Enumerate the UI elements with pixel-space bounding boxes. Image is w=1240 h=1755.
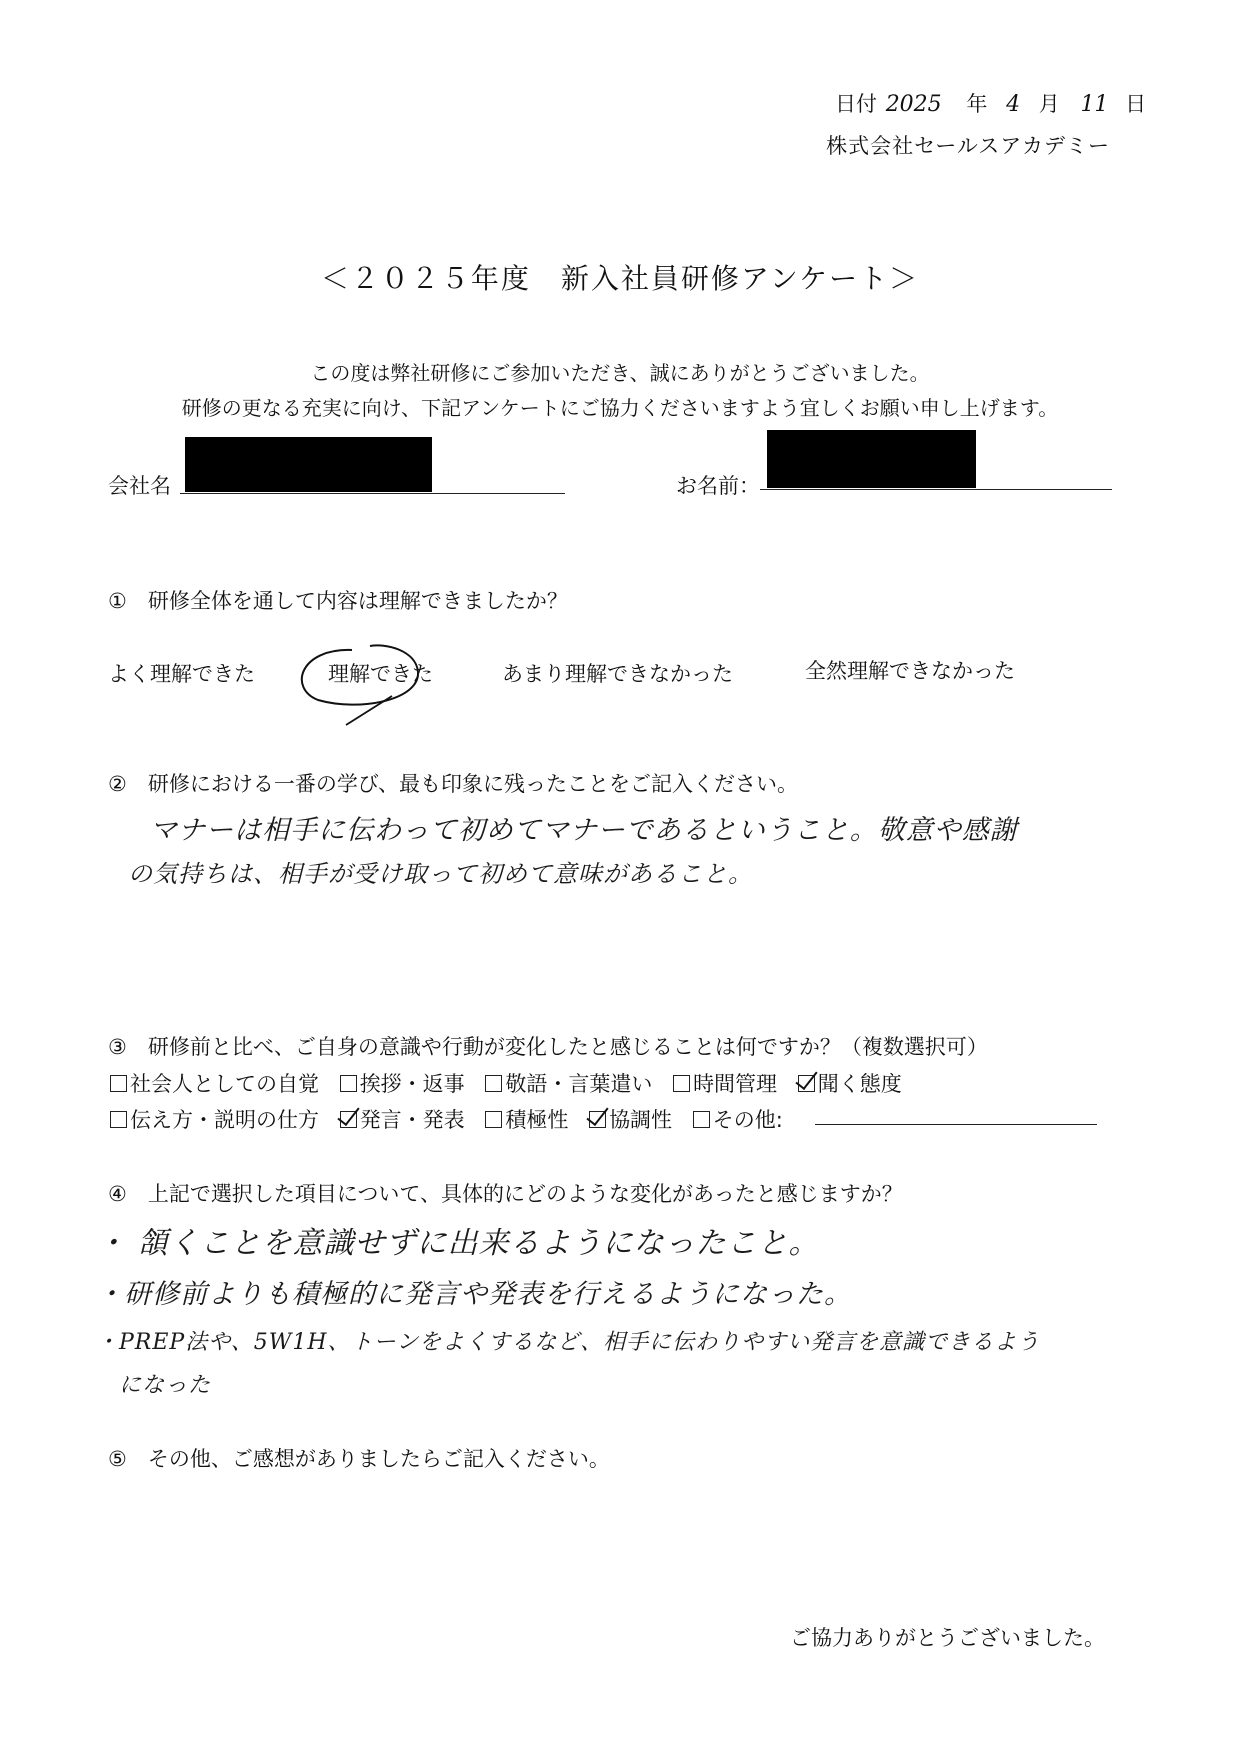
q3-checkbox-greeting[interactable]: [340, 1068, 465, 1098]
q1-option-4[interactable]: 全然理解できなかった: [805, 659, 1015, 683]
q3-row-2: [110, 1104, 783, 1134]
checkmark-icon: [340, 1111, 357, 1128]
q1-option-3[interactable]: あまり理解できなかった: [502, 662, 733, 686]
page-title: ＜２０２５年度 新入社員研修アンケート＞: [320, 262, 920, 295]
intro-line-1: この度は弊社研修にご参加いただき、誠にありがとうございました。: [310, 361, 930, 385]
q3-option-label: 聞く態度: [817, 1072, 902, 1096]
q4-question: ④ 上記で選択した項目について、具体的にどのような変化があったと感じますか？: [108, 1182, 903, 1206]
q4-answer-line-3: ・PREP法や、5W1H、トーンをよくするなど、相手に伝わりやすい発言を意識できるよう: [96, 1330, 1041, 1355]
date-label: 日付: [835, 92, 877, 116]
q3-option-label: 挨拶・返事: [359, 1072, 465, 1096]
year-label: 年: [966, 92, 988, 116]
q4-answer-line-1: ・ 頷くことを意識せずに出来るようになったこと。: [96, 1226, 820, 1261]
intro-line-2: 研修の更なる充実に向け、下記アンケートにご協力くださいますよう宜しくお願い申し上げます。: [181, 396, 1059, 420]
company-name: 株式会社セールスアカデミー: [826, 134, 1110, 158]
q3-option-label: 時間管理: [693, 1072, 778, 1096]
q2-answer-line-2: の気持ちは、相手が受け取って初めて意味があること。: [128, 860, 753, 888]
q2-answer-line-1: マナーは相手に伝わって初めてマナーであるということ。敬意や感謝: [150, 815, 1018, 846]
name-label: お名前：: [676, 474, 760, 498]
q3-other-field-line[interactable]: [815, 1124, 1097, 1125]
q3-checkbox-awareness[interactable]: [110, 1068, 319, 1098]
q1-option-1[interactable]: よく理解できた: [108, 662, 255, 686]
q5-question: ⑤ その他、ご感想がありましたらご記入ください。: [108, 1447, 610, 1471]
checkmark-icon: [589, 1111, 606, 1128]
checkbox-icon: [673, 1075, 690, 1092]
day-label: 日: [1125, 92, 1147, 116]
date-year: 2025: [885, 92, 942, 117]
q3-row-1: [110, 1068, 902, 1098]
checkmark-icon: [798, 1075, 815, 1092]
company-label: 会社名: [108, 474, 171, 498]
q1-option-2[interactable]: 理解できた: [328, 662, 433, 686]
q3-checkbox-keigo[interactable]: [485, 1068, 652, 1098]
checkbox-icon: [485, 1111, 502, 1128]
month-label: 月: [1038, 92, 1060, 116]
q3-option-label: 発言・発表: [359, 1108, 465, 1132]
checkbox-icon: [485, 1075, 502, 1092]
q3-checkbox-explaining[interactable]: [110, 1104, 319, 1134]
q3-checkbox-other[interactable]: [693, 1104, 783, 1134]
q3-checkbox-time[interactable]: [673, 1068, 777, 1098]
q3-checkbox-speaking[interactable]: [340, 1104, 465, 1134]
q3-option-label: 社会人としての自覚: [130, 1072, 319, 1096]
q4-answer-line-2: ・研修前よりも積極的に発言や発表を行えるようになった。: [96, 1279, 852, 1310]
q3-option-label: 伝え方・説明の仕方: [130, 1108, 319, 1132]
q2-question: ② 研修における一番の学び、最も印象に残ったことをご記入ください。: [108, 772, 798, 796]
q3-option-label: 協調性: [609, 1108, 673, 1132]
checkbox-icon: [693, 1111, 710, 1128]
q3-question: ③ 研修前と比べ、ご自身の意識や行動が変化したと感じることは何ですか？（複数選択可）: [108, 1035, 988, 1059]
q3-checkbox-cooperation[interactable]: [589, 1104, 672, 1134]
checkbox-icon: [110, 1111, 127, 1128]
checkbox-icon: [110, 1075, 127, 1092]
date-day: 11: [1080, 92, 1109, 117]
q1-question: ① 研修全体を通して内容は理解できましたか？: [108, 589, 568, 613]
q3-checkbox-listening[interactable]: [798, 1068, 902, 1098]
q3-checkbox-initiative[interactable]: [485, 1104, 568, 1134]
footer-thanks: ご協力ありがとうございました。: [790, 1626, 1105, 1650]
checkbox-icon: [340, 1075, 357, 1092]
q4-answer-line-4: になった: [96, 1373, 212, 1398]
date-month: 4: [1006, 92, 1021, 117]
q3-option-label: 敬語・言葉遣い: [505, 1072, 653, 1096]
q3-option-label: 積極性: [505, 1108, 569, 1132]
q3-option-label: その他:: [712, 1108, 783, 1132]
